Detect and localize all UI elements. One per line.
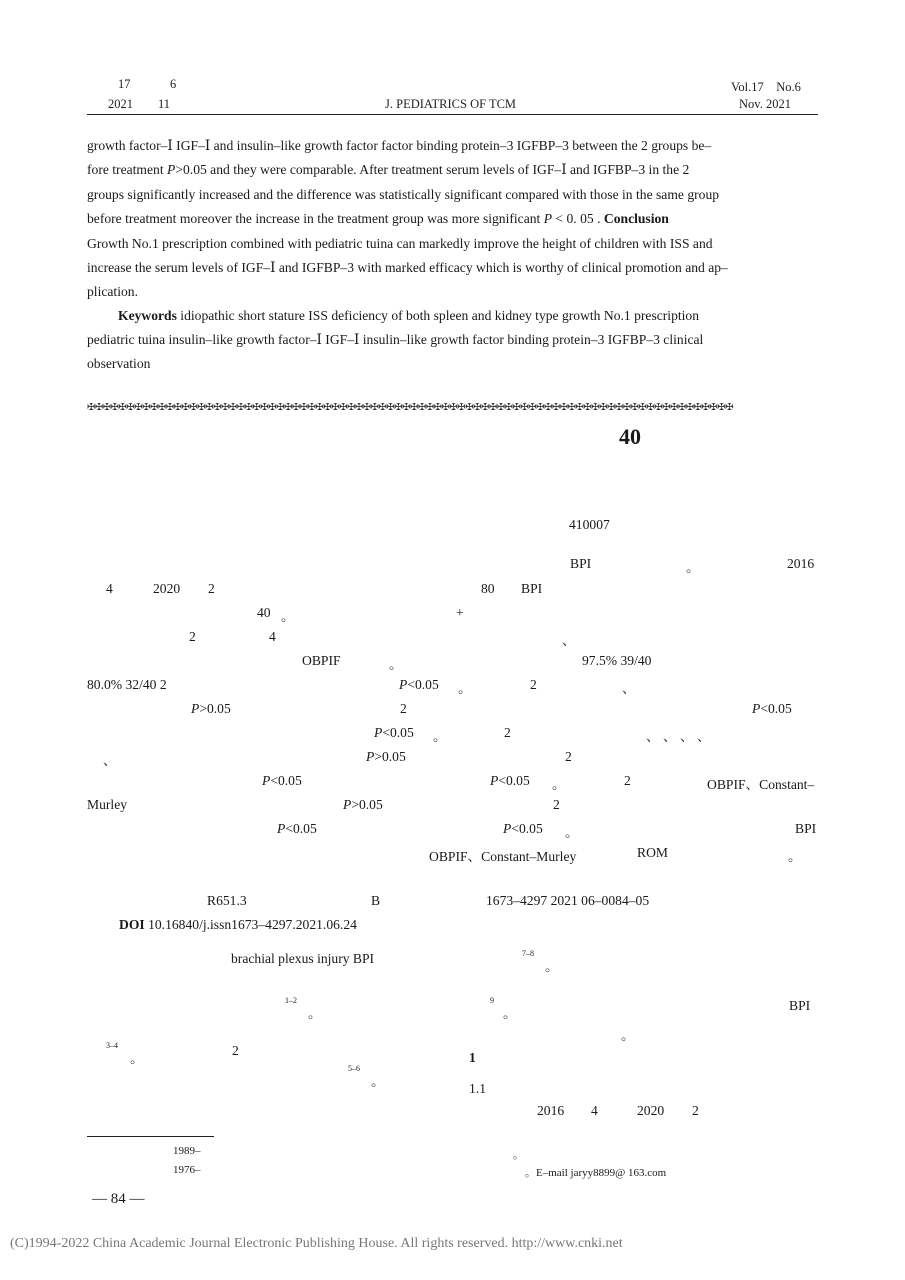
abs-mark-1: 。: [686, 560, 700, 575]
abs-e1: OBPIF: [302, 653, 341, 668]
abstract-line-4: before treatment moreover the increase in the treatment group was more significant P < 0. 05 . Conclusion: [87, 211, 669, 226]
abs-g2: 2: [400, 701, 407, 716]
abs-f1: 80.0% 32/40 2: [87, 677, 167, 692]
keywords-line-3: observation: [87, 356, 151, 371]
article-id: 1673–4297 2021 06–0084–05: [486, 893, 650, 908]
abs-g3: P<0.05: [752, 701, 792, 716]
citation-3-4: 3–4: [106, 1041, 118, 1050]
abs-j4: 2: [624, 773, 631, 788]
body-mark-1: 。: [545, 959, 559, 974]
ornamental-divider: ✠✠✠✠✠✠✠✠✠✠✠✠✠✠✠✠✠✠✠✠✠✠✠✠✠✠✠✠✠✠✠✠✠✠✠✠✠✠✠✠✠✠✠✠✠✠✠✠✠✠✠✠✠✠✠✠✠✠✠✠✠✠✠✠✠✠✠✠✠✠✠✠✠✠✠✠✠✠✠✠✠✠: [87, 403, 734, 413]
abs-j2: P<0.05: [490, 773, 530, 788]
keywords-line-1: Keywords idiopathic short stature ISS deficiency of both spleen and kidney type growth No.1 prescription: [118, 308, 700, 323]
abs-f2: P<0.05: [399, 677, 439, 692]
page-number: — 84 —: [92, 1191, 145, 1207]
abs-d2: 4: [269, 629, 276, 644]
abs-k2: P>0.05: [343, 797, 383, 812]
abs-e3: 97.5% 39/40: [582, 653, 652, 668]
body-year-start: 2016: [537, 1103, 565, 1118]
header-date: Nov. 2021: [739, 97, 791, 111]
abs-i2: P>0.05: [366, 749, 406, 764]
abs-h4: 、 、 、 、: [646, 729, 711, 744]
doi: DOI 10.16840/j.issn1673–4297.2021.06.24: [119, 917, 357, 932]
footnote-email: 。E–mail jaryy8899@ 163.com: [525, 1167, 667, 1179]
abs-c3: +: [456, 605, 464, 620]
footnote-rule: [87, 1136, 214, 1137]
doi-label: DOI: [119, 917, 145, 932]
abs-b1: 4: [106, 581, 113, 596]
abs-b2: 2020: [153, 581, 181, 596]
header-vol-no: Vol.17 No.6: [731, 80, 801, 94]
abstract-line-7: plication.: [87, 284, 138, 299]
document-code: B: [371, 893, 381, 908]
abs-b5: BPI: [521, 581, 543, 596]
citation-5-6: 5–6: [348, 1064, 360, 1073]
body-month-end: 2: [692, 1103, 699, 1118]
abs-year-1: 2016: [787, 556, 815, 571]
abs-j5: OBPIF、Constant–: [707, 777, 815, 792]
abstract-line-2: fore treatment P>0.05 and they were comparable. After treatment serum levels of IGF–Ⅰ and IGFBP–3 in the 2: [87, 162, 690, 177]
abs-l4: BPI: [795, 821, 817, 836]
abs-i3: 2: [565, 749, 572, 764]
abs-f5: 、: [622, 681, 636, 696]
body-bpi-2: BPI: [789, 998, 811, 1013]
keywords-label: Keywords: [118, 308, 177, 323]
header-issue: 6: [170, 77, 177, 91]
body-mark-4: 。: [621, 1028, 635, 1043]
header-rule: [87, 114, 818, 115]
abs-m2: ROM: [637, 845, 668, 860]
abs-c1: 40: [257, 605, 271, 620]
citation-1-2: 1–2: [285, 996, 297, 1005]
header-volume: 17: [118, 77, 131, 91]
abs-b4: 80: [481, 581, 495, 596]
abs-i1: 、: [103, 753, 117, 768]
abs-h1: P<0.05: [374, 725, 414, 740]
body-month-start: 4: [591, 1103, 598, 1118]
abs-g1: P>0.05: [191, 701, 231, 716]
abs-m3: 。: [788, 849, 802, 864]
abs-l3: 。: [565, 825, 579, 840]
abs-h3: 2: [504, 725, 511, 740]
citation-9: 9: [490, 996, 494, 1005]
body-num-2: 2: [232, 1043, 239, 1058]
abs-e2: 。: [389, 657, 403, 672]
footnote-2: 1976–: [173, 1164, 201, 1176]
citation-7-8: 7–8: [522, 949, 534, 958]
abs-f4: 2: [530, 677, 537, 692]
abs-m1: OBPIF、Constant–Murley: [429, 849, 577, 864]
body-mark-5: 。: [130, 1051, 144, 1066]
abs-f3: 。: [458, 681, 472, 696]
abs-j1: P<0.05: [262, 773, 302, 788]
abstract-line-3: groups significantly increased and the difference was statistically significant compared with those in the same group: [87, 187, 720, 202]
subsection-1-1: 1.1: [469, 1081, 486, 1096]
abs-bpi-1: BPI: [570, 556, 592, 571]
abstract-line-6: increase the serum levels of IGF–Ⅰ and IGFBP–3 with marked efficacy which is worthy of clinical promotion and ap–: [87, 260, 728, 275]
clc-number: R651.3: [207, 893, 247, 908]
abs-b3: 2: [208, 581, 215, 596]
abs-d1: 2: [189, 629, 196, 644]
article-number: 40: [619, 424, 641, 449]
body-bpi-term: brachial plexus injury BPI: [231, 951, 375, 966]
abs-j3: 。: [552, 777, 566, 792]
body-year-end: 2020: [637, 1103, 665, 1118]
keywords-line-2: pediatric tuina insulin–like growth factor–Ⅰ IGF–Ⅰ insulin–like growth factor binding protein–3 IGFBP–3 clinical: [87, 332, 704, 347]
abs-l1: P<0.05: [277, 821, 317, 836]
body-mark-2: 。: [308, 1006, 322, 1021]
footnote-1: 1989–: [173, 1145, 201, 1157]
postcode: 410007: [569, 517, 610, 532]
journal-name: J. PEDIATRICS OF TCM: [385, 97, 517, 111]
footnote-1-end: 。: [513, 1149, 524, 1161]
copyright-footer: (C)1994-2022 China Academic Journal Electronic Publishing House. All rights reserved. http://www.cnki.net: [10, 1236, 623, 1251]
abs-k3: 2: [553, 797, 560, 812]
abs-k1: Murley: [87, 797, 128, 812]
body-mark-6: 。: [371, 1074, 385, 1089]
section-1-heading: 1: [469, 1050, 476, 1065]
abs-h2: 。: [433, 729, 447, 744]
body-mark-3: 。: [503, 1006, 517, 1021]
abs-d3: 、: [562, 633, 576, 648]
abstract-line-5: Growth No.1 prescription combined with pediatric tuina can markedly improve the height of children with ISS and: [87, 236, 713, 251]
header-year: 2021: [108, 97, 133, 111]
abs-c2: 。: [281, 609, 295, 624]
abstract-line-1: growth factor–Ⅰ IGF–Ⅰ and insulin–like growth factor factor binding protein–3 IGFBP–3 between the 2 groups be–: [87, 138, 712, 153]
conclusion-label: Conclusion: [603, 211, 669, 226]
abs-l2: P<0.05: [503, 821, 543, 836]
header-month: 11: [158, 97, 171, 111]
